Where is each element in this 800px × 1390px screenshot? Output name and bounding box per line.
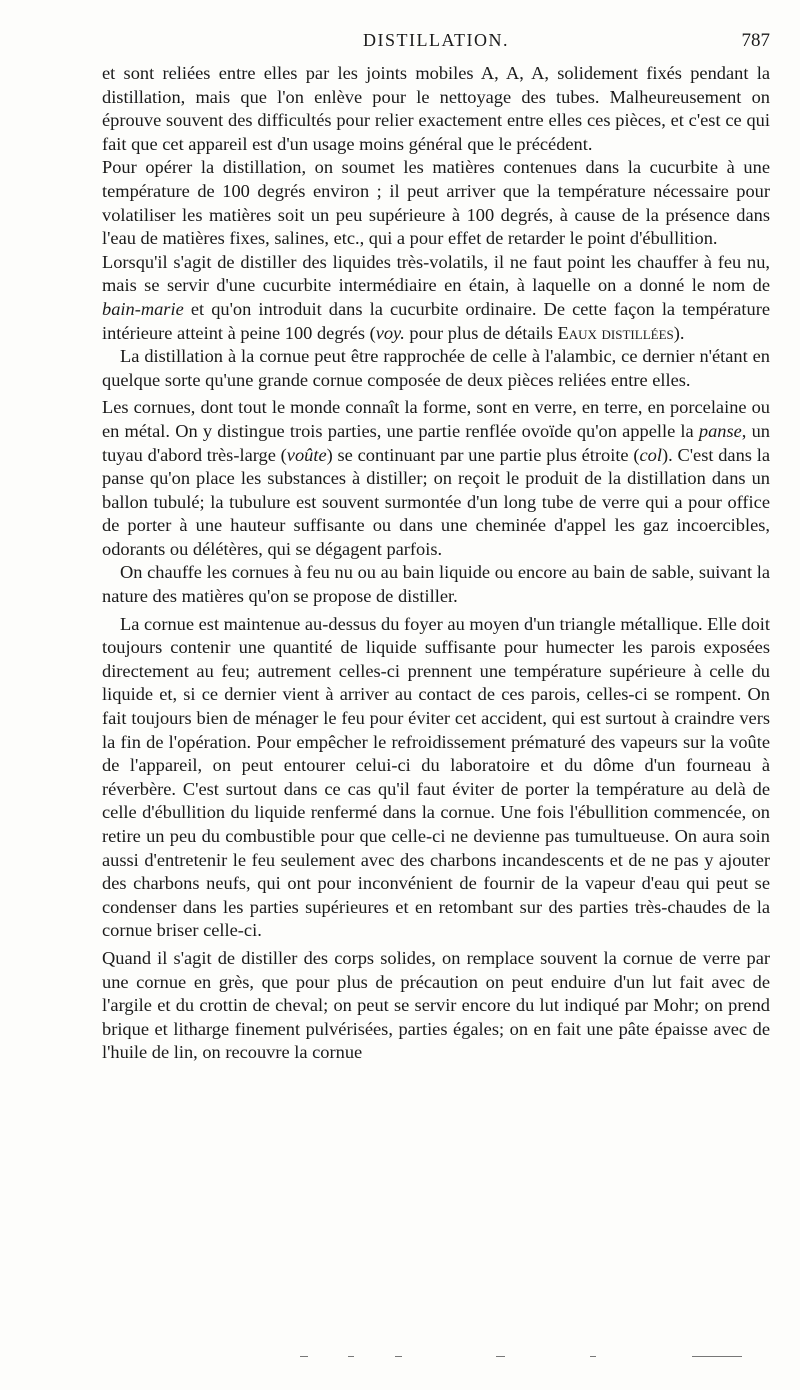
term-voute: voûte [286, 444, 327, 465]
cornue-text-part3: ) se continuant par une partie plus étroite ( [326, 444, 640, 465]
bain-marie-text-mid: et qu'on introduit dans la cucurbite ordinaire. De cette façon la température intérieure atteint à peine 100 degrés ( [102, 298, 770, 343]
running-title: DISTILLATION. [363, 30, 509, 50]
paragraph-apparatus-joints: et sont reliées entre elles par les joints mobiles A, A, A, solidement fixés pendant la distillation, mais que l'on enlève pour le nettoyage des tubes. Malheureusement on éprouve souvent des difficultés pour relier exactement entre elles ces pièces, et c'est ce qui fait que cet appareil est d'un usage moins général que le précédent. [102, 63, 770, 154]
voy-abbreviation: voy. [375, 322, 405, 343]
cornue-text-part4: ). C'est dans la panse qu'on place les substances à distiller; on reçoit le produit de la distillation dans un ballon tubulé; la tubulure est souvent surmontée d'un long tube de verre qui a pour office de porter à une hauteur suffisante ou dans une cheminée d'appel les gaz incoercibles, odorants ou délétères, qui se dégagent parfois. [102, 444, 770, 559]
page-header [102, 30, 770, 60]
page-number: 787 [741, 30, 770, 51]
body-text [102, 62, 770, 1065]
term-panse: panse [698, 420, 742, 441]
bain-marie-text-start: Lorsqu'il s'agit de distiller des liquides très-volatils, il ne faut point les chauffer à feu nu, mais se servir d'une cucurbite intermédiaire en étain, à laquelle on a donné le nom de [102, 251, 770, 296]
paragraph-cornue-description [102, 396, 770, 561]
cross-reference-eaux-distillees: Eaux distillées [557, 322, 674, 343]
term-col: col [639, 444, 662, 465]
bain-marie-term: bain-marie [102, 298, 184, 319]
print-mark [590, 1356, 596, 1357]
paragraph-bain-marie [102, 251, 770, 345]
paragraph-cornue-support: La cornue est maintenue au-dessus du foyer au moyen d'un triangle métallique. Elle doit toujours contenir une quantité de liquide suffisante pour humecter les parois exposées directement au feu; autrement celles-ci prennent une température supérieure à celle du liquide et, si ce dernier vient à arriver au contact de ces parois, celles-ci se rompent. On fait toujours bien de ménager le feu pour éviter cet accident, qui est surtout à craindre vers la fin de l'opération. Pour empêcher le refroidissement prématuré des vapeurs sur la voûte de l'appareil, on peut entourer celui-ci du laboratoire et du dôme d'un fourneau à réverbère. C'est surtout dans ce cas qu'il faut éviter de porter la température au delà de celle d'ébullition du liquide renfermé dans la cornue. Une fois l'ébullition commencée, on retire un peu du combustible pour que celle-ci ne devienne pas tumultueuse. On aura soin aussi d'entretenir le feu seulement avec des charbons incandescents et de ne pas y ajouter des charbons neufs, qui ont pour inconvénient de fournir de la vapeur d'eau qui peut se condenser dans les parties supérieures et en retombant sur des parties très-chaudes de la cornue briser celle-ci. [102, 613, 770, 941]
print-mark [496, 1356, 505, 1357]
print-mark [692, 1356, 742, 1357]
bottom-print-marks [300, 1352, 760, 1362]
bain-marie-text-end: ). [673, 322, 685, 343]
print-mark [395, 1356, 402, 1357]
print-mark [300, 1356, 308, 1357]
cornue-text-part2: , un tuyau d'abord très-large ( [102, 420, 770, 465]
cornue-text-part1: Les cornues, dont tout le monde connaît la forme, sont en verre, en terre, en porcelaine ou en métal. On y distingue trois parties, une partie renflée ovoïde qu'on appelle la [102, 397, 770, 441]
bain-marie-text-ref-intro: pour plus de détails [404, 322, 558, 343]
paragraph-solid-bodies: Quand il s'agit de distiller des corps solides, on remplace souvent la cornue de verre par une cornue en grès, que pour plus de précaution on peut enduire d'un lut fait avec de l'argile et du crottin de cheval; on peut se servir encore du lut indiqué par Mohr; on prend brique et litharge finement pulvérisées, parties égales; on en fait une pâte épaisse avec de l'huile de lin, on recouvre la cornue [102, 947, 770, 1063]
paragraph-cornue-comparison: La distillation à la cornue peut être rapprochée de celle à l'alambic, ce dernier n'étant en quelque sorte qu'une grande cornue composée de deux pièces reliées entre elles. [102, 346, 770, 390]
print-mark [348, 1356, 354, 1357]
paragraph-distillation-temperature: Pour opérer la distillation, on soumet les matières contenues dans la cucurbite à une température de 100 degrés environ ; il peut arriver que la température nécessaire pour volatiliser les matières soit un peu supérieure à 100 degrés, à cause de la présence dans l'eau de matières fixes, salines, etc., qui a pour effet de retarder le point d'ébullition. [102, 157, 770, 249]
paragraph-heating-cornues: On chauffe les cornues à feu nu ou au bain liquide ou encore au bain de sable, suivant la nature des matières qu'on se propose de distiller. [102, 562, 770, 607]
